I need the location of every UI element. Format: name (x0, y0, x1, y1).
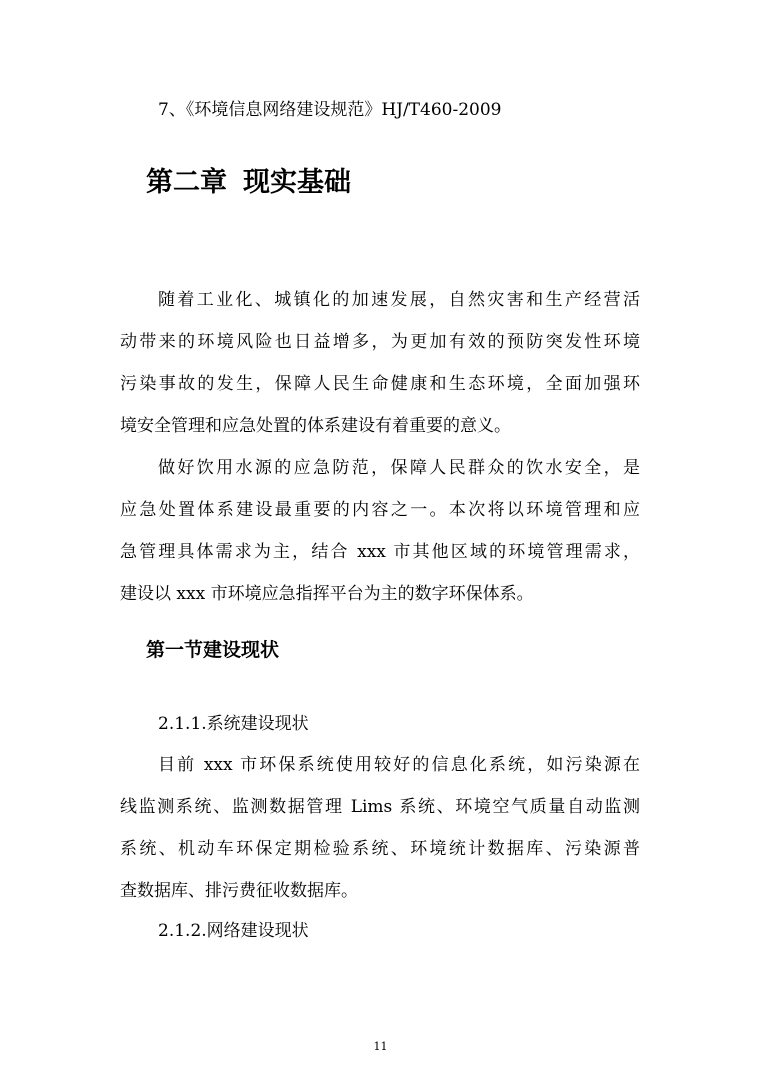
paragraph-line: 动带来的环境风险也日益增多，为更加有效的预防突发性环境 (120, 332, 640, 352)
page-number: 11 (373, 1040, 388, 1053)
paragraph-line: 境安全管理和应急处置的体系建设有着重要的意义。 (120, 416, 511, 436)
paragraph-line: 随着工业化、城镇化的加速发展，自然灾害和生产经营活 (158, 290, 640, 310)
paragraph-line: 污染事故的发生，保障人民生命健康和生态环境，全面加强环 (120, 374, 640, 394)
paragraph-line: 线监测系统、监测数据管理 Lims 系统、环境空气质量自动监测 (120, 797, 640, 817)
reference-item: 7、《环境信息网络建设规范》HJ/T460-2009 (158, 100, 502, 120)
paragraph-line: 目前 xxx 市环保系统使用较好的信息化系统，如污染源在 (158, 755, 640, 775)
paragraph-line: 系统、机动车环保定期检验系统、环境统计数据库、污染源普 (120, 839, 640, 859)
paragraph-line: 建设以 xxx 市环境应急指挥平台为主的数字环保体系。 (120, 584, 534, 604)
chapter-heading (146, 166, 351, 200)
chapter-label: 第二章 (146, 167, 227, 198)
subsection-heading-systems: 2.1.1.系统建设现状 (158, 714, 309, 734)
paragraph-line: 应急处置体系建设最重要的内容之一。本次将以环境管理和应 (120, 500, 640, 520)
subsection-heading-network: 2.1.2.网络建设现状 (158, 921, 309, 941)
paragraph-line: 做好饮用水源的应急防范，保障人民群众的饮水安全，是 (158, 458, 640, 478)
paragraph-line: 查数据库、排污费征收数据库。 (120, 881, 358, 901)
chapter-title: 现实基础 (243, 167, 351, 198)
paragraph-line: 急管理具体需求为主，结合 xxx 市其他区域的环境管理需求， (120, 542, 640, 562)
section-heading: 第一节建设现状 (146, 639, 280, 661)
